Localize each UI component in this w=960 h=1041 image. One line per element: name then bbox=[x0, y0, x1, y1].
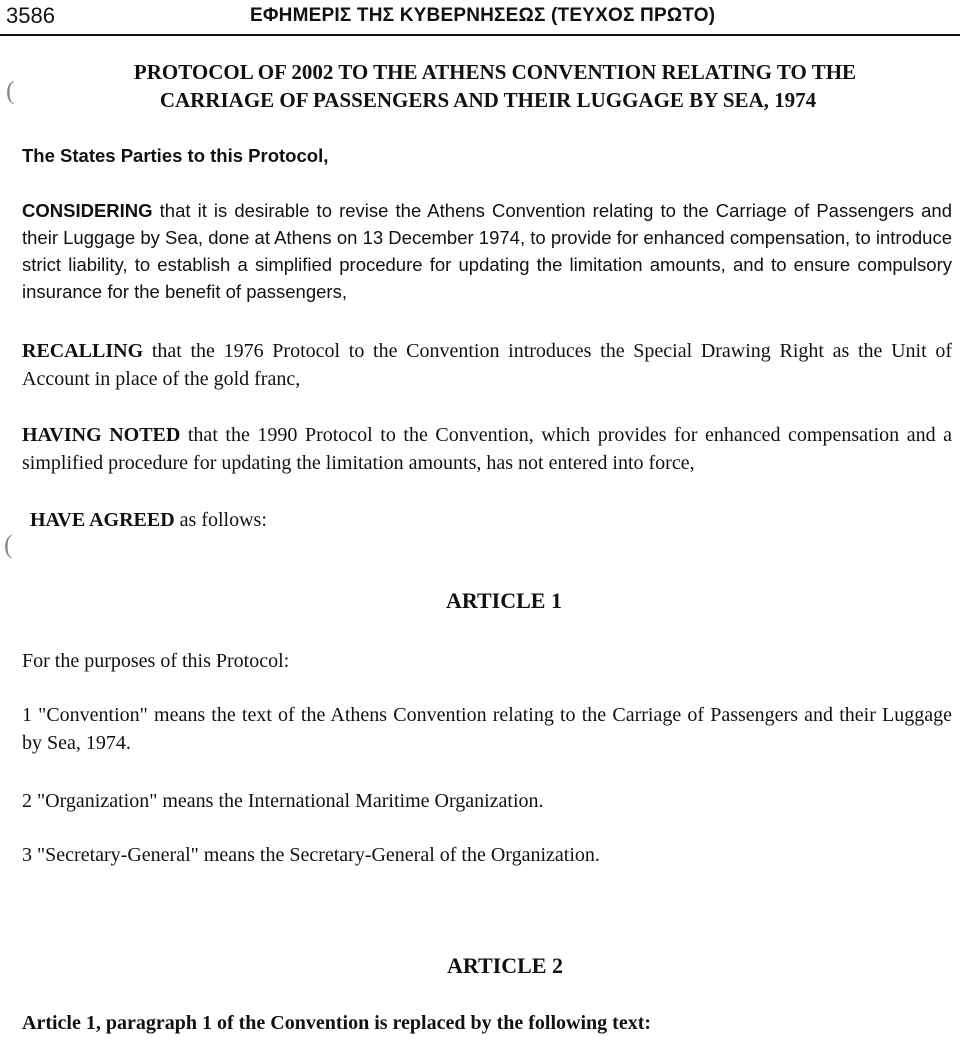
having-noted-paragraph bbox=[22, 421, 952, 477]
recalling-lead: RECALLING bbox=[22, 340, 144, 362]
recalling-text: that the 1976 Protocol to the Convention introduces the Special Drawing Right as the Unit of Account in place of the gold franc, bbox=[22, 340, 952, 390]
considering-paragraph bbox=[22, 197, 952, 305]
running-head: ΕΦΗΜΕΡΙΣ ΤΗΣ ΚΥΒΕΡΝΗΣΕΩΣ (ΤΕΥΧΟΣ ΠΡΩΤΟ) bbox=[250, 5, 716, 26]
considering-text: that it is desirable to revise the Athens Convention relating to the Carriage of Passengers and their Luggage by Sea, done at Athens on 13 December 1974, to provide for enhanced compensation, to introduce strict liability, to establish a simplified procedure for updating the limitation amounts, and to ensure compulsory insurance for the benefit of passengers, bbox=[22, 200, 952, 302]
page-header bbox=[0, 0, 960, 36]
having-noted-text: that the 1990 Protocol to the Convention, which provides for enhanced compensation and a simplified procedure for updating the limitation amounts, has not entered into force, bbox=[22, 424, 952, 474]
page-number: 3586 bbox=[6, 3, 55, 28]
having-noted-lead: HAVING NOTED bbox=[22, 424, 181, 446]
scan-mark: ( bbox=[4, 530, 13, 559]
article-1-intro: For the purposes of this Protocol: bbox=[22, 650, 290, 672]
document-title-line-1: PROTOCOL OF 2002 TO THE ATHENS CONVENTION RELATING TO THE bbox=[133, 60, 857, 84]
article-1-heading: ARTICLE 1 bbox=[446, 588, 562, 613]
article-1-item: 3 "Secretary-General" means the Secretary-General of the Organization. bbox=[22, 844, 600, 866]
article-1-item: 2 "Organization" means the International Maritime Organization. bbox=[22, 790, 544, 812]
have-agreed-text: as follows: bbox=[174, 509, 267, 531]
considering-lead: CONSIDERING bbox=[22, 200, 153, 221]
document-title-line-2: CARRIAGE OF PASSENGERS AND THEIR LUGGAGE BY SEA, 1974 bbox=[159, 88, 817, 112]
recalling-paragraph bbox=[22, 337, 952, 393]
have-agreed-lead: HAVE AGREED bbox=[30, 509, 175, 531]
article-2-text: Article 1, paragraph 1 of the Convention is replaced by the following text: bbox=[22, 1012, 652, 1034]
preamble-opening: The States Parties to this Protocol, bbox=[22, 145, 329, 166]
scan-mark: ( bbox=[6, 76, 15, 105]
have-agreed-paragraph bbox=[30, 506, 960, 534]
article-2-heading: ARTICLE 2 bbox=[447, 953, 563, 978]
article-1-item: 1 "Convention" means the text of the Athens Convention relating to the Carriage of Passengers and their Luggage by Sea, 1974. bbox=[22, 704, 952, 754]
